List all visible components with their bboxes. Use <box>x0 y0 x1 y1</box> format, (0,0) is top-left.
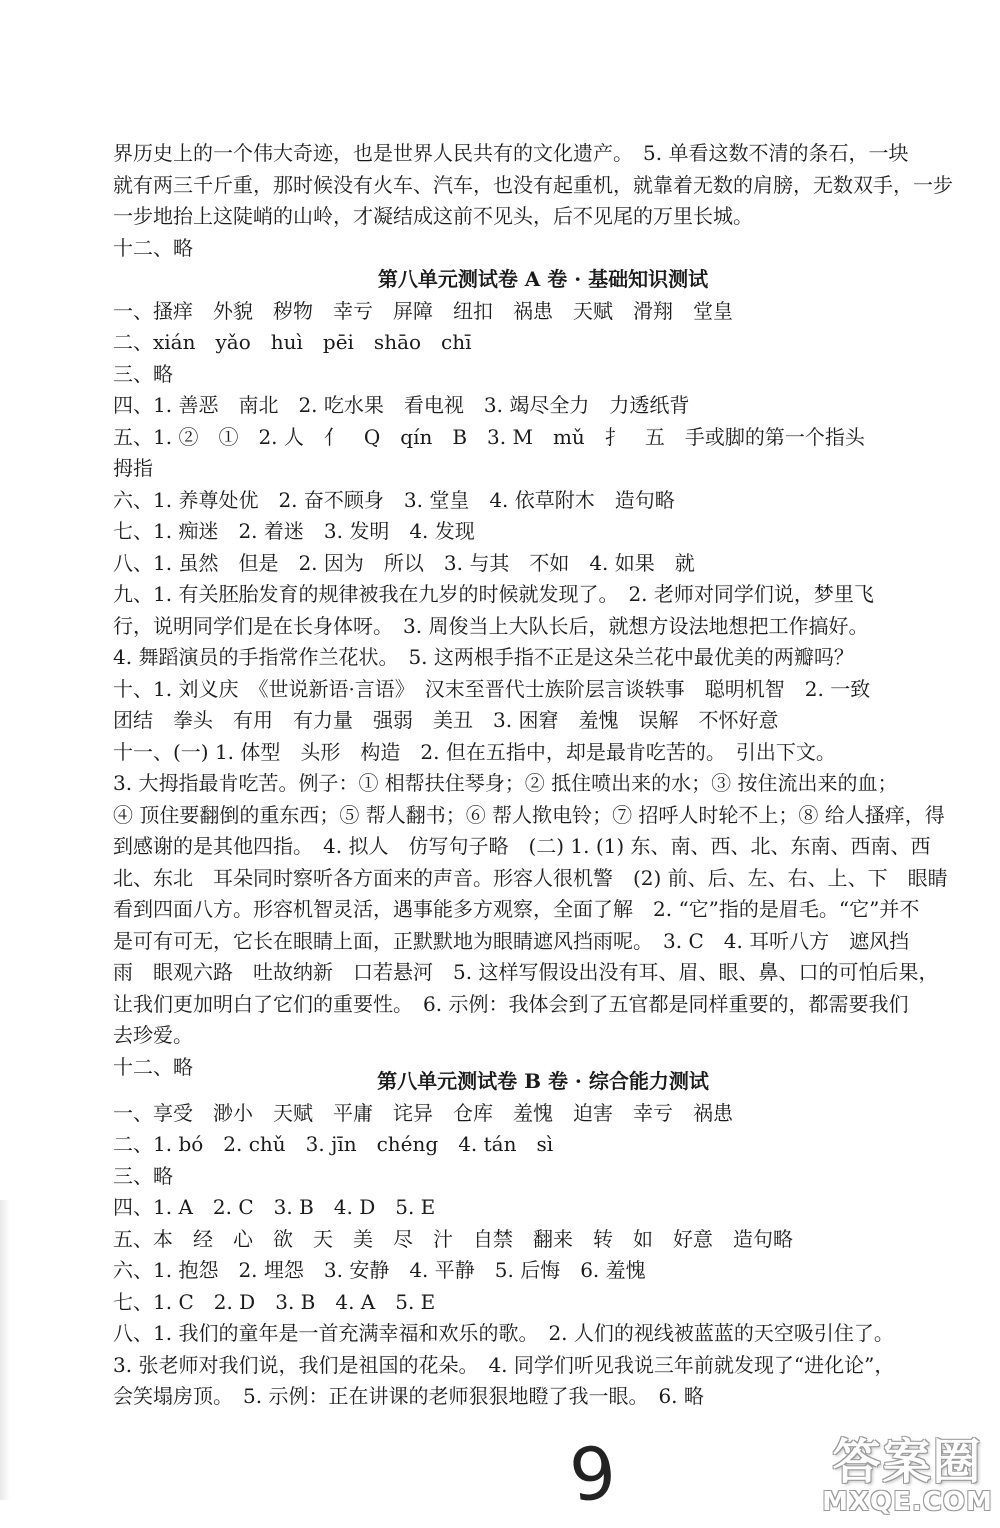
text-line: 一步地抬上这陡峭的山岭，才凝结成这前不见头，后不见尾的万里长城。 <box>113 204 753 228</box>
text-line: 四、1. A 2. C 3. B 4. D 5. E <box>113 1195 436 1219</box>
text-line: 就有两三千斤重，那时候没有火车、汽车，也没有起重机，就靠着无数的肩膀，无数双手，一步 <box>113 172 953 197</box>
text-line: 看到四面八方。形容机智灵活，遇事能多方观察，全面了解 2. “它”指的是眉毛。“它”并不 <box>113 897 920 921</box>
text-line: 4. 舞蹈演员的手指常作兰花状。 5. 这两根手指不正是这朵兰花中最优美的两瓣吗？ <box>113 645 854 669</box>
text-line: 五、本 经 心 欲 天 美 尽 汁 自禁 翻来 转 如 好意 造句略 <box>113 1226 793 1251</box>
scan-edge-shadow <box>0 1200 10 1500</box>
section-b <box>113 1066 973 1413</box>
text-line: 七、1. 痴迷 2. 着迷 3. 发明 4. 发现 <box>113 519 475 543</box>
text-line: 雨 眼观六路 吐故纳新 口若悬河 5. 这样写假设出没有耳、眉、眼、鼻、口的可怕后果， <box>113 960 939 984</box>
text-line: 十、1. 刘义庆 《世说新语·言语》 汉末至晋代士族阶层言谈轶事 聪明机智 2. 一致 <box>113 676 871 701</box>
text-line: 到感谢的是其他四指。 4. 拟人 仿写句子略 (二) 1. (1) 东、南、西、北、东南、西南、西 <box>113 834 931 858</box>
handwritten-page-number: 9 <box>565 1429 621 1519</box>
section-top-continuation <box>113 138 973 264</box>
text-line: 一、搔痒 外貌 秽物 幸亏 屏障 纽扣 祸患 天赋 滑翔 堂皇 <box>113 298 733 323</box>
text-line: 会笑塌房顶。 5. 示例：正在讲课的老师狠狠地瞪了我一眼。 6. 略 <box>113 1384 704 1408</box>
text-line: 九、1. 有关胚胎发育的规律被我在九岁的时候就发现了。 2. 老师对同学们说，梦里飞 <box>113 582 874 606</box>
text-line: 三、略 <box>113 361 173 386</box>
text-line: 五、1. ② ① 2. 人 亻 Q qín B 3. M mǔ 扌 五 手或脚的第一个指头 <box>113 424 865 449</box>
text-line: 三、略 <box>113 1163 173 1188</box>
text-line: 八、1. 虽然 但是 2. 因为 所以 3. 与其 不如 4. 如果 就 <box>113 550 695 575</box>
text-line: 3. 大拇指最肯吃苦。例子：① 相帮扶住琴身；② 抵住喷出来的水；③ 按住流出来的血； <box>113 771 898 795</box>
text-line: 十二、略 <box>113 1054 193 1079</box>
text-line: 十二、略 <box>113 235 193 260</box>
text-line: 行，说明同学们是在长身体呀。 3. 周俊当上大队长后，就想方设法地想把工作搞好。 <box>113 613 869 638</box>
text-line: 3. 张老师对我们说，我们是祖国的花朵。 4. 同学们听见我说三年前就发现了“进化论”， <box>113 1352 895 1377</box>
watermark-title: 答案圈 <box>832 1434 983 1490</box>
text-line: ④ 顶住要翻倒的重东西；⑤ 帮人翻书；⑥ 帮人揿电铃；⑦ 招呼人时轮不上；⑧ 给人搔痒，得 <box>113 802 945 827</box>
text-line: 六、1. 抱怨 2. 埋怨 3. 安静 4. 平静 5. 后悔 6. 羞愧 <box>113 1258 646 1282</box>
text-line: 二、xián yǎo huì pēi shāo chī <box>113 330 472 354</box>
text-line: 八、1. 我们的童年是一首充满幸福和欢乐的歌。 2. 人们的视线被蓝蓝的天空吸引住了。 <box>113 1321 894 1345</box>
text-line: 七、1. C 2. D 3. B 4. A 5. E <box>113 1289 436 1314</box>
section-a <box>113 264 973 1083</box>
text-line: 团结 拳头 有用 有力量 强弱 美丑 3. 困窘 羞愧 误解 不怀好意 <box>113 708 779 732</box>
text-line: 二、1. bó 2. chǔ 3. jīn chéng 4. tán sì <box>113 1132 554 1156</box>
text-line: 北、东北 耳朵同时察听各方面来的声音。形容人很机警 (2) 前、后、左、右、上、下 眼睛 <box>113 865 948 890</box>
watermark-logo <box>820 1415 995 1525</box>
text-line: 是可有可无，它长在眼睛上面，正默默地为眼睛遮风挡雨呢。 3. C 4. 耳听八方 遮风挡 <box>113 928 910 953</box>
text-line: 拇指 <box>113 456 153 480</box>
text-line: 一、享受 渺小 天赋 平庸 诧异 仓库 羞愧 迫害 幸亏 祸患 <box>113 1100 733 1125</box>
text-line: 十一、(一) 1. 体型 头形 构造 2. 但在五指中，却是最肯吃苦的。 引出下文。 <box>113 739 836 764</box>
text-line: 去珍爱。 <box>113 1023 193 1047</box>
text-line: 六、1. 养尊处优 2. 奋不顾身 3. 堂皇 4. 依草附木 造句略 <box>113 487 675 512</box>
text-line: 界历史上的一个伟大奇迹，也是世界人民共有的文化遗产。 5. 单看这数不清的条石，一块 <box>113 141 909 165</box>
section-b-heading: 第八单元测试卷 B 卷 · 综合能力测试 <box>377 1069 709 1093</box>
watermark-url: MXQE.COM <box>822 1487 993 1517</box>
text-line: 四、1. 善恶 南北 2. 吃水果 看电视 3. 竭尽全力 力透纸背 <box>113 393 690 417</box>
text-line: 让我们更加明白了它们的重要性。 6. 示例：我体会到了五官都是同样重要的，都需要我们 <box>113 991 909 1016</box>
section-a-heading: 第八单元测试卷 A 卷 · 基础知识测试 <box>377 267 709 291</box>
